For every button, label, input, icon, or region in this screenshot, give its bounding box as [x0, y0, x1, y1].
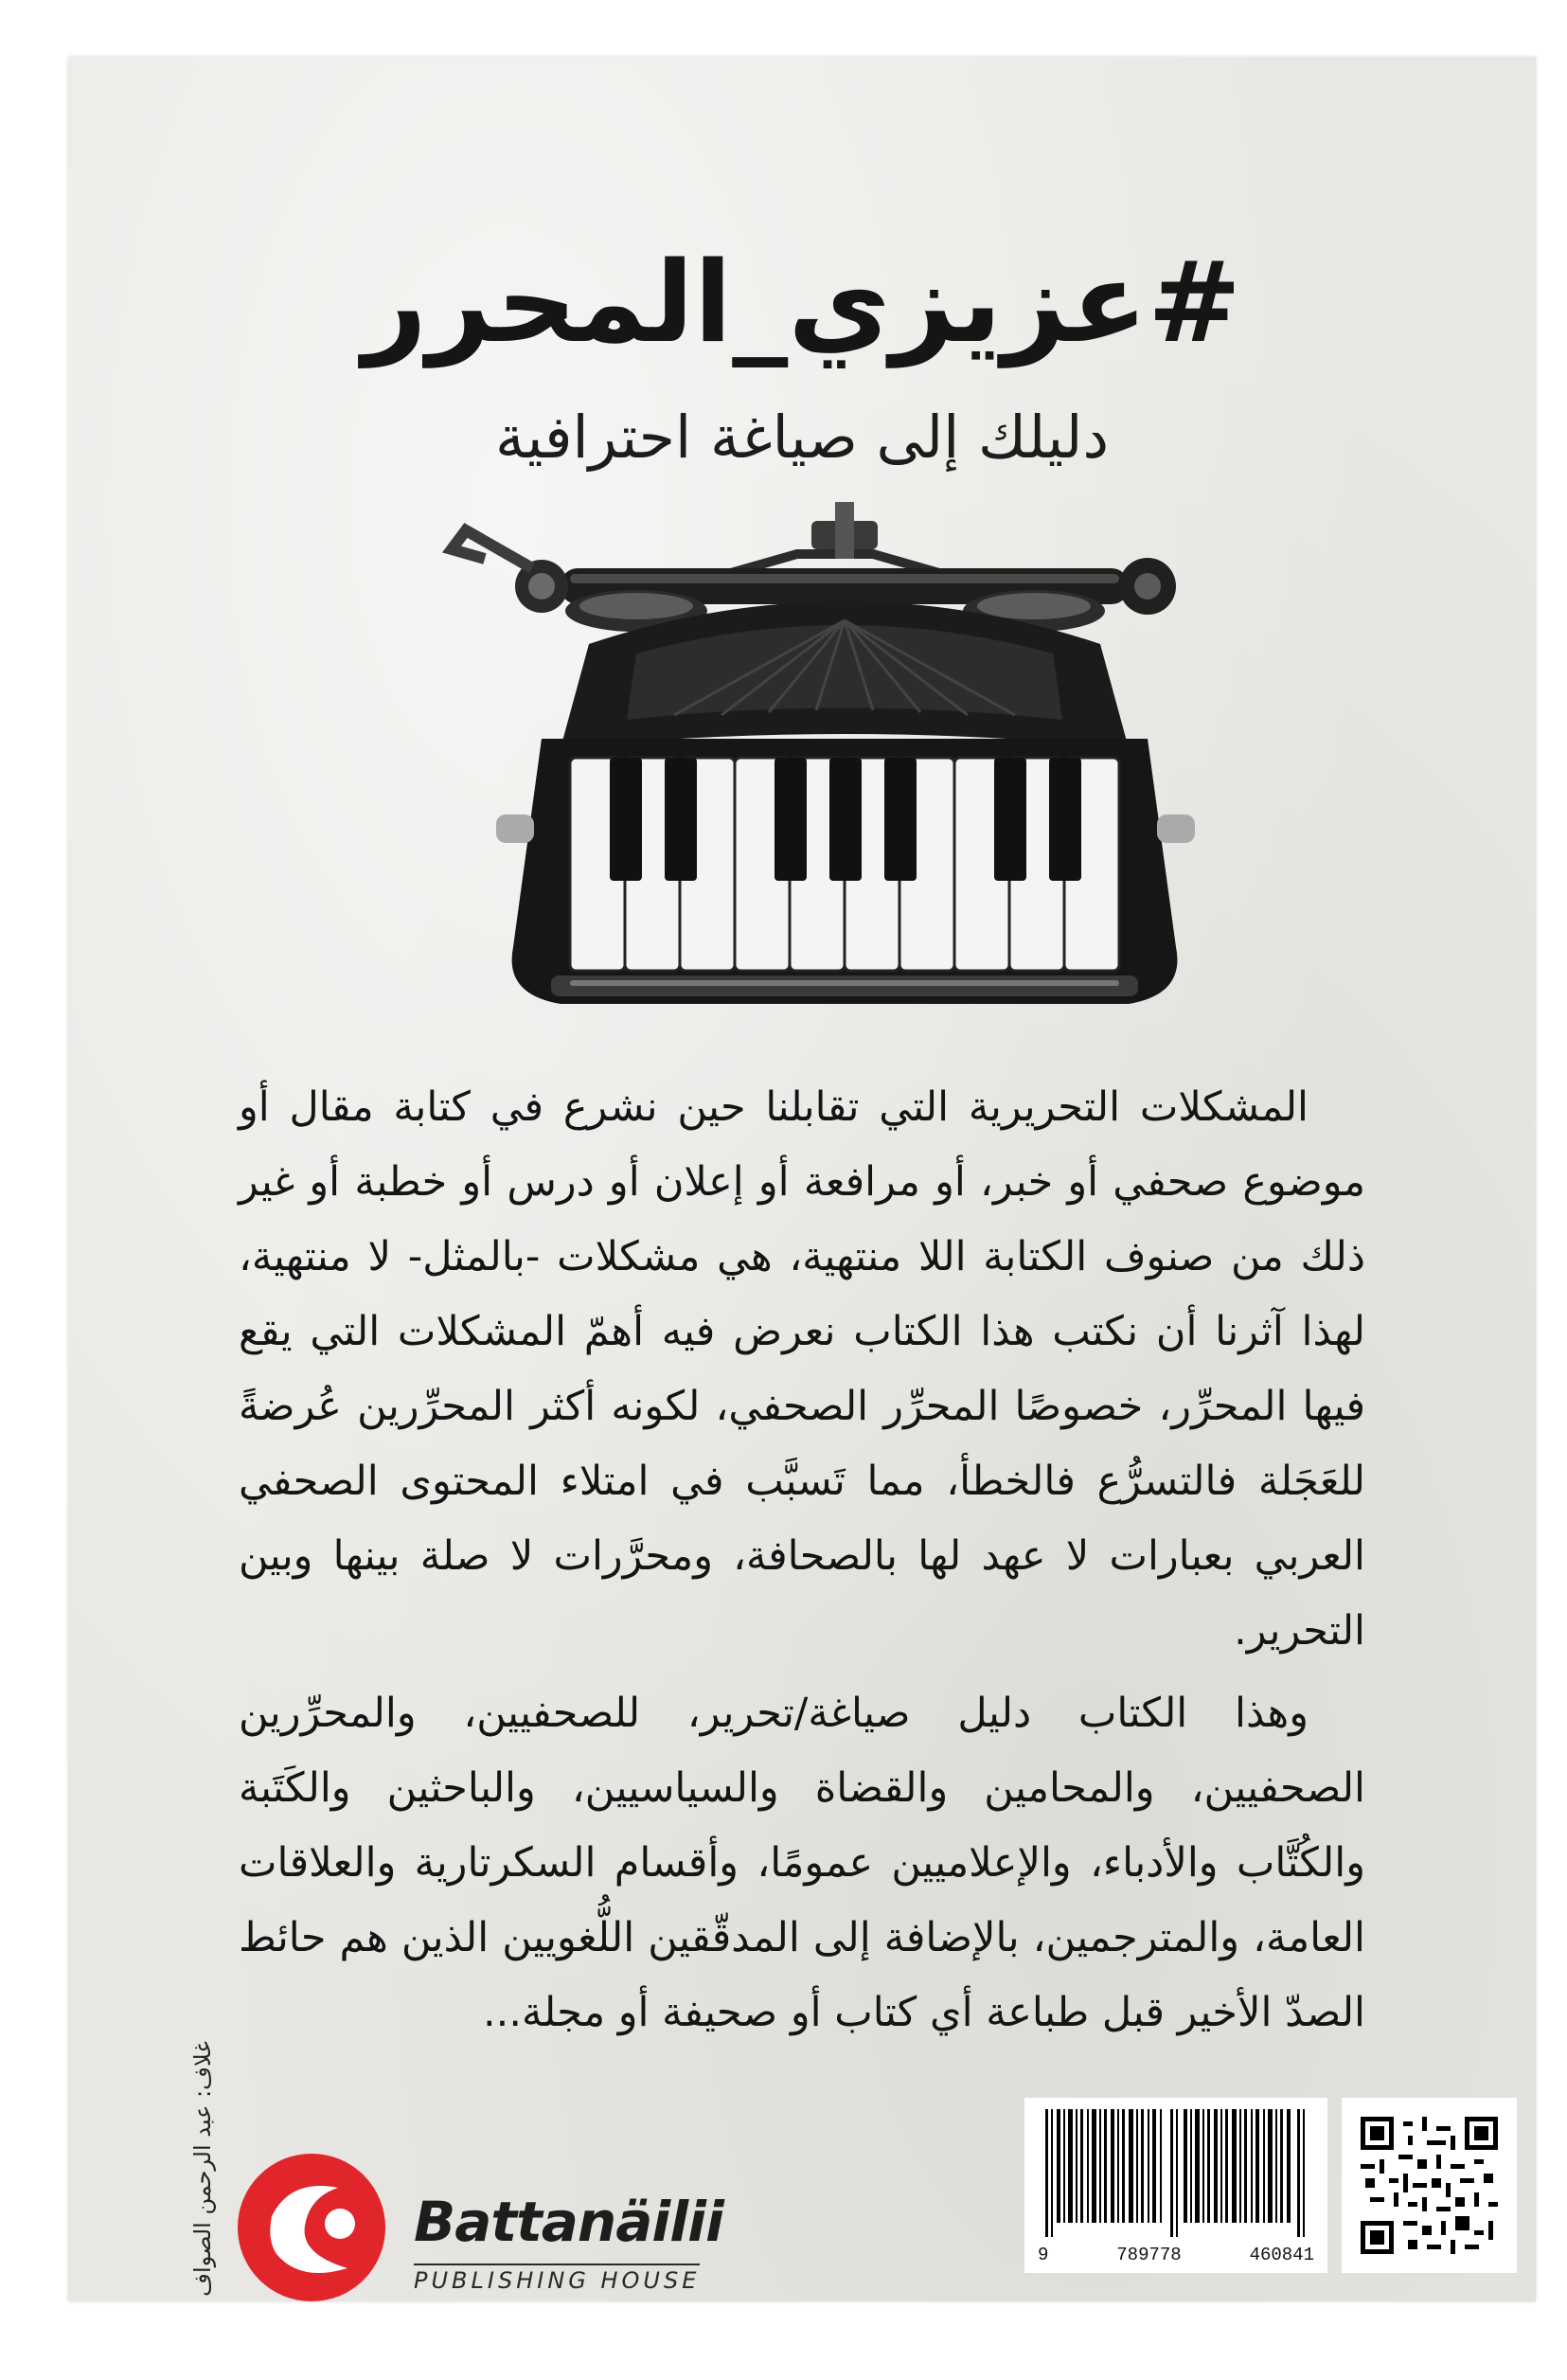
barcode-digit-prefix: 9	[1038, 2245, 1049, 2265]
book-back-cover	[68, 57, 1536, 2301]
blurb-paragraph-1: المشكلات التحريرية التي تقابلنا حين نشرع في كتابة مقال أو موضوع صحفي أو خبر، أو مرافعة أو إعلان أو درس أو خطبة أو غير ذلك من صنوف الكتابة اللا منتهية، هي مشكلات -بالمثل- لا منتهية، لهذا آثرنا أن نكتب هذا الكتاب نعرض فيه أهمّ المشكلات التي يقع فيها المحرِّر، خصوصًا المحرِّر الصحفي، لكونه أكثر المحرِّرين عُرضةً للعَجَلة فالتسرُّع فالخطأ، مما تَسبَّب في امتلاء المحتوى الصحفي العربي بعبارات لا عهد لها بالصحافة، ومحرَّرات لا صلة بينها وبين التحرير.	[239, 1083, 1365, 1655]
barcode-icon	[1036, 2109, 1316, 2237]
qr-code-icon	[1361, 2117, 1498, 2254]
barcode-digits	[1024, 2245, 1327, 2265]
barcode-digits-group-2: 460841	[1249, 2245, 1314, 2265]
publisher-logo	[234, 2150, 726, 2301]
publisher-swirl-logo-icon	[234, 2150, 390, 2301]
isbn-barcode	[1024, 2098, 1327, 2273]
book-subtitle: دليلك إلى صياغة احترافية	[494, 403, 1110, 472]
cover-design-credit: غلاف: عبد الرحمن الصواف	[189, 2041, 216, 2297]
barcode-digits-group-1: 789778	[1116, 2245, 1182, 2265]
qr-code	[1342, 2098, 1517, 2273]
publisher-name: Battanäilii	[414, 2190, 723, 2254]
back-cover-blurb	[239, 1070, 1365, 2050]
book-title: #عزيزي_المحرر	[363, 237, 1241, 367]
blurb-paragraph-2: وهذا الكتاب دليل صياغة/تحرير، للصحفيين، والمحرِّرين الصحفيين، والمحامين والقضاة والسياسيين، والباحثين والكَتَبة والكُتَّاب والأدباء، والإعلاميين عمومًا، وأقسام السكرتارية والعلاقات العامة، والمترجمين، بالإضافة إلى المدقّقين اللُّغويين الذين هم حائط الصدّ الأخير قبل طباعة أي كتاب أو صحيفة أو مجلة...	[239, 1690, 1365, 2036]
publisher-tagline: PUBLISHING HOUSE	[414, 2264, 700, 2294]
typewriter-piano-keys-icon	[428, 502, 1261, 1032]
